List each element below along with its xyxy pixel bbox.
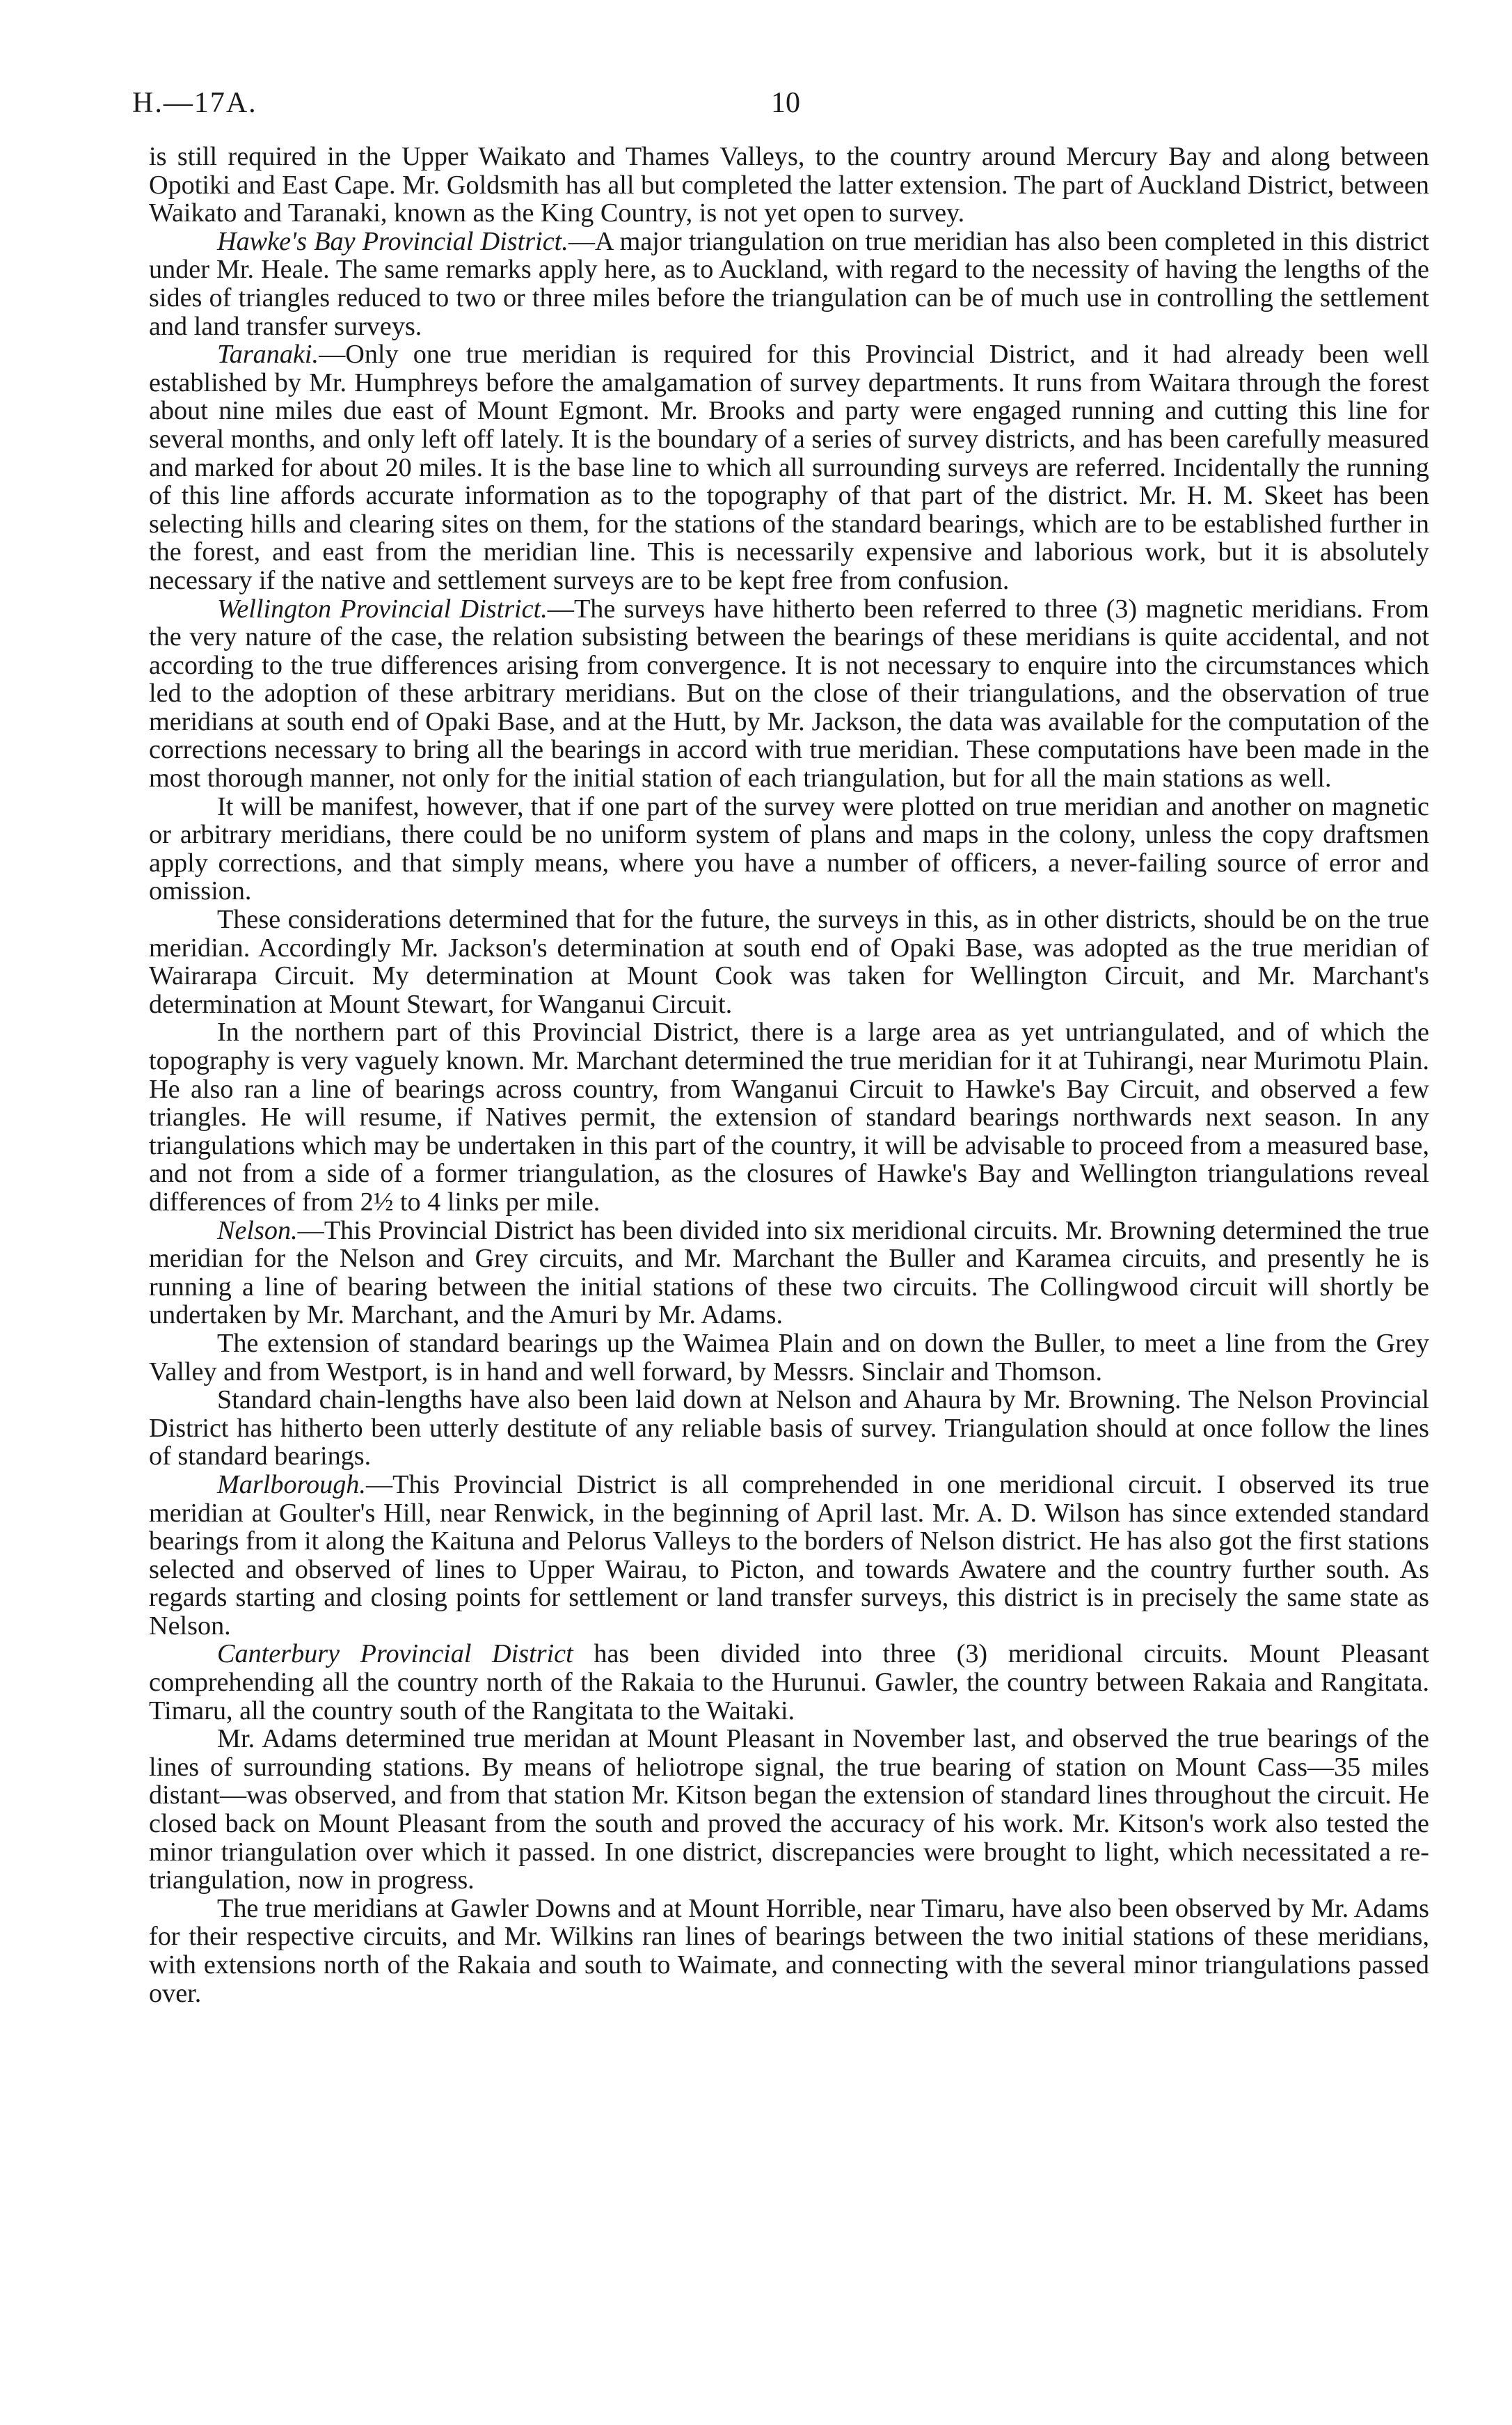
report-code: H.—17A.	[132, 87, 257, 119]
section-lead: Hawke's Bay Provincial District.	[217, 226, 568, 256]
paragraph-text: The extension of standard bearings up the Waimea Plain and on down the Buller, to meet a line from the Grey Valley and from Westport, is in hand and well forward, by Messrs. Sinclair and Thomson.	[149, 1328, 1429, 1387]
paragraph	[149, 1217, 1429, 1329]
paragraph	[149, 143, 1429, 228]
paragraph-text: In the northern part of this Provincial District, there is a large area as yet untriangulated, and of which the topography is very vaguely known. Mr. Marchant determined the true meridian for it at Tuhirangi, near Murimotu Plain. He also ran a line of bearings across country, from Wanganui Circuit to Hawke's Bay Circuit, and observed a few triangles. He will resume, if Natives permit, the extension of standard bearings northwards next season. In any triangulations which may be undertaken in this part of the country, it will be advisable to proceed from a measured base, and not from a side of a former triangulation, as the closures of Hawke's Bay and Wellington triangulations reveal differences of from 2½ to 4 links per mile.	[149, 1018, 1429, 1217]
section-lead: Nelson.	[217, 1215, 298, 1245]
paragraph-text: Standard chain-lengths have also been laid down at Nelson and Ahaura by Mr. Browning. The Nelson Provincial District has hitherto been utterly destitute of any reliable basis of survey. Triangulation should at once follow the lines of standard bearings.	[149, 1385, 1429, 1471]
paragraph-text: —This Provincial District has been divided into six meridional circuits. Mr. Browning determined the true meridian for the Nelson and Grey circuits, and Mr. Marchant the Buller and Karamea circuits, and presently he is running a line of bearing between the initial stations of these two circuits. The Collingwood circuit will shortly be undertaken by Mr. Marchant, and the Amuri by Mr. Adams.	[149, 1215, 1429, 1330]
section-lead: Canterbury Provincial District	[217, 1639, 573, 1669]
body-text	[149, 143, 1429, 2007]
paragraph-text: These considerations determined that for the future, the surveys in this, as in other districts, should be on the true meridian. Accordingly Mr. Jackson's determination at south end of Opaki Base, was adopted as the true meridian of Wairarapa Circuit. My determination at Mount Cook was taken for Wellington Circuit, and Mr. Marchant's determination at Mount Stewart, for Wanganui Circuit.	[149, 905, 1429, 1019]
paragraph-text: has been divided into three (3) meridional circuits. Mount Pleasant comprehending all the country north of the Rakaia to the Hurunui. Gawler, the country between Rakaia and Rangitata. Timaru, all the country south of the Rangitata to the Waitaki.	[149, 1639, 1429, 1725]
paragraph	[149, 1640, 1429, 1725]
section-lead: Marlborough.	[217, 1469, 366, 1499]
paragraph	[149, 595, 1429, 793]
paragraph	[149, 906, 1429, 1018]
page-header	[132, 82, 1419, 124]
page-number: 10	[771, 87, 800, 119]
paragraph	[149, 228, 1429, 340]
paragraph-text: —This Provincial District is all comprehended in one meridional circuit. I observed its true meridian at Goulter's Hill, near Renwick, in the beginning of April last. Mr. A. D. Wilson has since extended standard bearings from it along the Kaituna and Pelorus Valleys to the borders of Nelson district. He has also got the first stations selected and observed of lines to Upper Wairau, to Picton, and towards Awatere and the country further south. As regards starting and closing points for settlement or land transfer surveys, this district is in precisely the same state as Nelson.	[149, 1469, 1429, 1641]
paragraph-text: The true meridians at Gawler Downs and at Mount Horrible, near Timaru, have also been observed by Mr. Adams for their respective circuits, and Mr. Wilkins ran lines of bearings between the two initial stations of these meridians, with extensions north of the Rakaia and south to Waimate, and connecting with the several minor triangulations passed over.	[149, 1893, 1429, 2008]
paragraph	[149, 1018, 1429, 1216]
paragraph-text: —Only one true meridian is required for this Provincial District, and it had already been well established by Mr. Humphreys before the amalgamation of survey departments. It runs from Waitara through the forest about nine miles due east of Mount Egmont. Mr. Brooks and party were engaged running and cutting this line for several months, and only left off lately. It is the boundary of a series of survey districts, and has been carefully measured and marked for about 20 miles. It is the base line to which all surrounding surveys are referred. Incidentally the running of this line affords accurate information as to the topography of that part of the district. Mr. H. M. Skeet has been selecting hills and clearing sites on them, for the stations of the standard bearings, which are to be established further in the forest, and east from the meridian line. This is necessarily expensive and laborious work, but it is absolutely necessary if the native and settlement surveys are to be kept free from confusion.	[149, 340, 1429, 595]
paragraph	[149, 340, 1429, 594]
paragraph	[149, 1725, 1429, 1895]
paragraph-text: —A major triangulation on true meridian has also been completed in this district under Mr. Heale. The same remarks apply here, as to Auckland, with regard to the necessity of having the lengths of the sides of triangles reduced to two or three miles before the triangulation can be of much use in controlling the settlement and land transfer surveys.	[149, 226, 1429, 341]
paragraph	[149, 1329, 1429, 1386]
paragraph-text: is still required in the Upper Waikato and Thames Valleys, to the country around Mercury Bay and along between Opotiki and East Cape. Mr. Goldsmith has all but completed the latter extension. The part of Auckland District, between Waikato and Taranaki, known as the King Country, is not yet open to survey.	[149, 142, 1429, 228]
paragraph	[149, 1895, 1429, 2007]
section-lead: Wellington Provincial District.	[217, 594, 548, 624]
paragraph	[149, 793, 1429, 906]
paragraph-text: Mr. Adams determined true meridan at Mount Pleasant in November last, and observed the true bearings of the lines of surrounding stations. By means of heliotrope signal, the true bearing of station on Mount Cass—35 miles distant—was observed, and from that station Mr. Kitson began the extension of standard lines throughout the circuit. He closed back on Mount Pleasant from the south and proved the accuracy of his work. Mr. Kitson's work also tested the minor triangulation over which it passed. In one district, discrepancies were brought to light, which necessitated a re-triangulation, now in progress.	[149, 1724, 1429, 1895]
paragraph	[149, 1471, 1429, 1641]
paragraph-text: —The surveys have hitherto been referred to three (3) magnetic meridians. From the very nature of the case, the relation subsisting between the bearings of these meridians is quite accidental, and not according to the true differences arising from convergence. It is not necessary to enquire into the circumstances which led to the adoption of these arbitrary meridians. But on the close of their triangulations, and the observation of true meridians at south end of Opaki Base, and at the Hutt, by Mr. Jackson, the data was available for the computation of the corrections necessary to bring all the bearings in accord with true meridian. These computations have been made in the most thorough manner, not only for the initial station of each triangulation, but for all the main stations as well.	[149, 594, 1429, 793]
section-lead: Taranaki.	[217, 340, 319, 370]
paragraph	[149, 1386, 1429, 1471]
paragraph-text: It will be manifest, however, that if one part of the survey were plotted on true meridian and another on magnetic or arbitrary meridians, there could be no uniform system of plans and maps in the colony, unless the copy draftsmen apply corrections, and that simply means, where you have a number of officers, a never-failing source of error and omission.	[149, 791, 1429, 906]
